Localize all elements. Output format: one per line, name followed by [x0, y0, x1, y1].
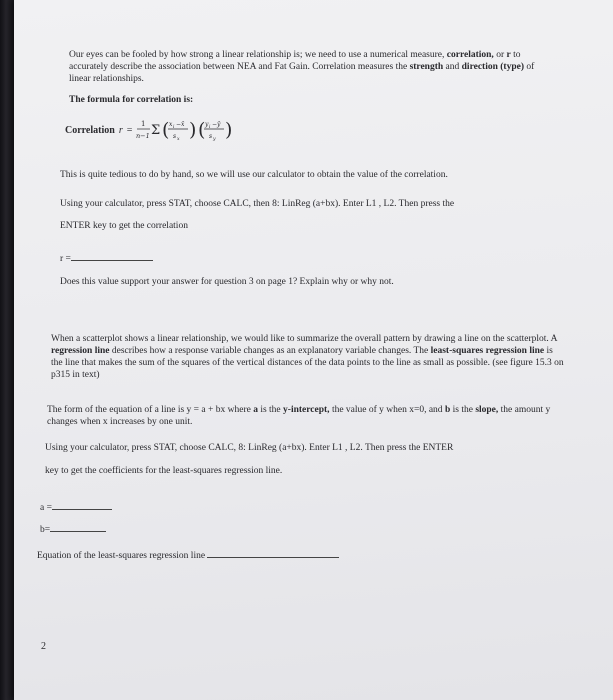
intro-text-3: to accurately describe the association between NEA and Fat Gain. Correlation measures the — [69, 50, 521, 72]
term-slope: slope, — [475, 405, 499, 415]
line-form-text-1: The form of the equation of a line is y = a + bx where — [47, 405, 251, 415]
worksheet-page — [14, 0, 613, 700]
svg-text:): ) — [225, 119, 233, 141]
svg-text:i: i — [173, 125, 175, 130]
intro-text-5: of linear relationships. — [69, 62, 535, 84]
regression-text-1: When a scatterplot shows a linear relationship, we would like to summarize the overall pattern by drawing a line on the scatterplot. A — [51, 334, 557, 344]
svg-text:x: x — [169, 121, 173, 128]
term-regression-line: regression line — [51, 346, 110, 356]
r-label: r = — [60, 254, 71, 264]
term-direction: direction (type) — [461, 62, 524, 72]
a-answer-line — [40, 500, 112, 514]
regression-paragraph — [51, 333, 565, 381]
svg-text:−: − — [176, 121, 182, 128]
line-form-text-2: is the — [260, 405, 281, 415]
svg-text:−: − — [212, 121, 218, 128]
page-number: 2 — [41, 641, 46, 652]
formula-variable: r — [118, 124, 123, 136]
regression-text-2: describes how a response variable changes as an explanatory variable changes. The — [111, 346, 429, 356]
calculator-instructions-4: key to get the coefficients for the least-squares regression line. — [45, 466, 283, 476]
formula-heading: The formula for correlation is: — [69, 95, 194, 105]
svg-text:(: ( — [198, 119, 206, 141]
line-form-text-4: is the — [452, 405, 473, 415]
question-text: Does this value support your answer for question 3 on page 1? Explain why or why not. — [60, 277, 394, 287]
svg-text:(: ( — [162, 119, 170, 141]
svg-text:s: s — [209, 133, 213, 140]
term-least-squares: least-squares regression line — [430, 346, 545, 356]
svg-text:x̄: x̄ — [181, 121, 185, 128]
calculator-instructions-2: ENTER key to get the correlation — [60, 221, 188, 231]
term-correlation: correlation, — [446, 50, 494, 60]
correlation-formula — [65, 117, 232, 143]
term-y-intercept: y-intercept, — [283, 405, 330, 415]
r-answer-blank[interactable] — [71, 251, 153, 261]
line-form-paragraph — [47, 404, 567, 428]
regression-text-3: is the line that makes the sum of the squares of the vertical distances of the data points to the line as small as possible. (see figure 15.3 on p315 in text) — [51, 346, 564, 380]
equation-label: Equation of the least-squares regression line — [37, 551, 206, 561]
formula-label: Correlation — [65, 124, 115, 136]
var-a: a — [253, 405, 258, 415]
intro-paragraph — [69, 49, 551, 85]
tedious-note: This is quite tedious to do by hand, so we will use our calculator to obtain the value of the correlation. — [60, 170, 448, 180]
intro-text-4: and — [445, 62, 460, 72]
a-answer-blank[interactable] — [52, 500, 112, 510]
term-r: r — [506, 50, 511, 60]
svg-text:s: s — [173, 133, 177, 140]
term-strength: strength — [409, 62, 444, 72]
svg-text:y: y — [205, 121, 209, 128]
a-label: a = — [40, 503, 52, 513]
formula-expression-graphic — [136, 117, 232, 143]
svg-text:Σ: Σ — [151, 123, 161, 138]
b-answer-blank[interactable] — [50, 522, 106, 532]
r-answer-line — [60, 251, 153, 265]
formula-equals: = — [126, 124, 133, 136]
svg-text:ȳ: ȳ — [217, 121, 221, 128]
svg-text:): ) — [189, 119, 197, 141]
b-answer-line — [40, 522, 106, 536]
intro-text-2: or — [496, 50, 505, 60]
svg-text:y: y — [213, 137, 216, 142]
svg-text:i: i — [209, 125, 211, 130]
b-label: b= — [40, 525, 51, 535]
svg-text:n−1: n−1 — [136, 132, 151, 140]
equation-answer-blank[interactable] — [207, 548, 339, 558]
line-form-text-3: the value of y when x=0, and — [331, 405, 443, 415]
calculator-instructions-1: Using your calculator, press STAT, choose CALC, then 8: LinReg (a+bx). Enter L1 , L2. Then press the — [60, 199, 455, 209]
intro-text-1: Our eyes can be fooled by how strong a linear relationship is; we need to use a numerical measure, — [69, 50, 445, 60]
equation-answer-line — [37, 548, 339, 562]
svg-text:x: x — [177, 137, 180, 142]
line-form-text-5: the amount y changes when x increases by one unit. — [47, 405, 551, 427]
svg-text:1: 1 — [141, 120, 146, 128]
calculator-instructions-3: Using your calculator, press STAT, choose CALC, 8: LinReg (a+bx). Enter L1 , L2. Then press the ENTER — [45, 443, 454, 453]
var-b: b — [444, 405, 451, 415]
